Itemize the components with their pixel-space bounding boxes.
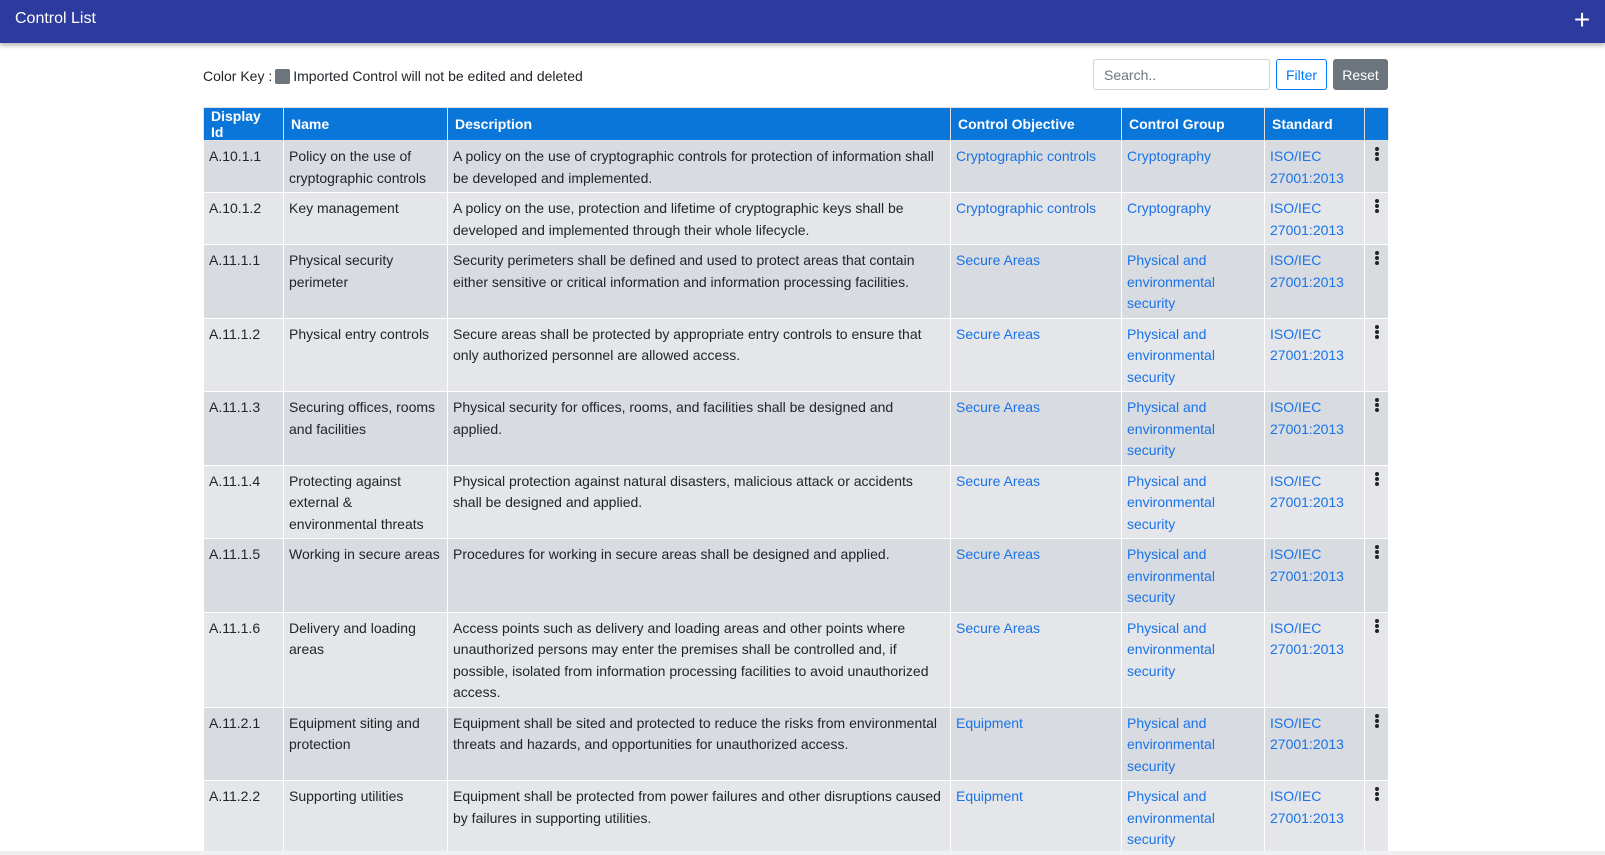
- cell-standard-link[interactable]: ISO/IEC 27001:2013: [1265, 707, 1365, 781]
- cell-control-objective-link[interactable]: Secure Areas: [951, 465, 1122, 539]
- header-name[interactable]: Name: [284, 108, 448, 141]
- header-standard[interactable]: Standard: [1265, 108, 1365, 141]
- cell-actions: [1365, 245, 1389, 319]
- header-control-objective[interactable]: Control Objective: [951, 108, 1122, 141]
- table-row[interactable]: [204, 612, 1389, 707]
- cell-control-objective-link[interactable]: Secure Areas: [951, 539, 1122, 613]
- reset-button[interactable]: Reset: [1333, 59, 1388, 90]
- kebab-menu-icon[interactable]: [1374, 472, 1380, 487]
- cell-name: Equipment siting and protection: [284, 707, 448, 781]
- cell-control-group-link[interactable]: Physical and environmental security: [1122, 245, 1265, 319]
- kebab-menu-icon[interactable]: [1374, 251, 1380, 266]
- cell-name: Securing offices, rooms and facilities: [284, 392, 448, 466]
- cell-description: Physical protection against natural disasters, malicious attack or accidents shall be designed and applied.: [448, 465, 951, 539]
- cell-description: Physical security for offices, rooms, and facilities shall be designed and applied.: [448, 392, 951, 466]
- cell-control-objective-link[interactable]: Secure Areas: [951, 612, 1122, 707]
- cell-actions: [1365, 392, 1389, 466]
- kebab-menu-icon[interactable]: [1374, 545, 1380, 560]
- cell-display-id: A.11.2.2: [204, 781, 284, 855]
- cell-display-id: A.10.1.2: [204, 193, 284, 245]
- cell-display-id: A.11.1.1: [204, 245, 284, 319]
- table-row[interactable]: [204, 392, 1389, 466]
- cell-display-id: A.11.1.3: [204, 392, 284, 466]
- cell-control-objective-link[interactable]: Secure Areas: [951, 318, 1122, 392]
- table-row[interactable]: [204, 781, 1389, 855]
- cell-description: A policy on the use, protection and lifetime of cryptographic keys shall be developed and implemented through their whole lifecycle.: [448, 193, 951, 245]
- control-table-container: [203, 107, 1388, 855]
- cell-display-id: A.11.1.2: [204, 318, 284, 392]
- cell-display-id: A.10.1.1: [204, 141, 284, 193]
- cell-description: Access points such as delivery and loading areas and other points where unauthorized persons may enter the premises shall be controlled and, if possible, isolated from information processing facilities to avoid unauthorized access.: [448, 612, 951, 707]
- cell-control-objective-link[interactable]: Cryptographic controls: [951, 193, 1122, 245]
- table-header-row: [204, 108, 1389, 141]
- cell-display-id: A.11.1.5: [204, 539, 284, 613]
- kebab-menu-icon[interactable]: [1374, 398, 1380, 413]
- cell-control-group-link[interactable]: Physical and environmental security: [1122, 392, 1265, 466]
- color-key: [203, 68, 583, 84]
- cell-name: Physical entry controls: [284, 318, 448, 392]
- cell-standard-link[interactable]: ISO/IEC 27001:2013: [1265, 392, 1365, 466]
- header-description[interactable]: Description: [448, 108, 951, 141]
- cell-control-group-link[interactable]: Physical and environmental security: [1122, 539, 1265, 613]
- kebab-menu-icon[interactable]: [1374, 714, 1380, 729]
- kebab-menu-icon[interactable]: [1374, 147, 1380, 162]
- cell-standard-link[interactable]: ISO/IEC 27001:2013: [1265, 465, 1365, 539]
- cell-standard-link[interactable]: ISO/IEC 27001:2013: [1265, 781, 1365, 855]
- kebab-menu-icon[interactable]: [1374, 325, 1380, 340]
- top-bar: [0, 0, 1605, 43]
- cell-description: A policy on the use of cryptographic controls for protection of information shall be developed and implemented.: [448, 141, 951, 193]
- cell-actions: [1365, 781, 1389, 855]
- cell-control-group-link[interactable]: Physical and environmental security: [1122, 707, 1265, 781]
- cell-control-group-link[interactable]: Cryptography: [1122, 141, 1265, 193]
- cell-actions: [1365, 318, 1389, 392]
- header-display-id[interactable]: Display Id: [204, 108, 284, 141]
- cell-actions: [1365, 193, 1389, 245]
- table-row[interactable]: [204, 707, 1389, 781]
- cell-control-objective-link[interactable]: Secure Areas: [951, 245, 1122, 319]
- color-key-label: Color Key :: [203, 68, 273, 84]
- cell-name: Key management: [284, 193, 448, 245]
- table-row[interactable]: [204, 141, 1389, 193]
- cell-standard-link[interactable]: ISO/IEC 27001:2013: [1265, 193, 1365, 245]
- kebab-menu-icon[interactable]: [1374, 787, 1380, 802]
- cell-name: Physical security perimeter: [284, 245, 448, 319]
- cell-control-objective-link[interactable]: Secure Areas: [951, 392, 1122, 466]
- header-control-group[interactable]: Control Group: [1122, 108, 1265, 141]
- cell-description: Equipment shall be protected from power failures and other disruptions caused by failures in supporting utilities.: [448, 781, 951, 855]
- cell-standard-link[interactable]: ISO/IEC 27001:2013: [1265, 245, 1365, 319]
- cell-display-id: A.11.1.6: [204, 612, 284, 707]
- imported-color-swatch: [275, 69, 290, 84]
- cell-name: Supporting utilities: [284, 781, 448, 855]
- cell-control-group-link[interactable]: Physical and environmental security: [1122, 781, 1265, 855]
- cell-standard-link[interactable]: ISO/IEC 27001:2013: [1265, 141, 1365, 193]
- table-row[interactable]: [204, 318, 1389, 392]
- kebab-menu-icon[interactable]: [1374, 199, 1380, 214]
- cell-standard-link[interactable]: ISO/IEC 27001:2013: [1265, 612, 1365, 707]
- cell-control-group-link[interactable]: Physical and environmental security: [1122, 318, 1265, 392]
- cell-actions: [1365, 141, 1389, 193]
- kebab-menu-icon[interactable]: [1374, 619, 1380, 634]
- cell-control-objective-link[interactable]: Equipment: [951, 707, 1122, 781]
- cell-control-group-link[interactable]: Physical and environmental security: [1122, 465, 1265, 539]
- cell-name: Working in secure areas: [284, 539, 448, 613]
- plus-icon[interactable]: +: [1573, 4, 1591, 35]
- search-input[interactable]: [1093, 59, 1270, 90]
- cell-standard-link[interactable]: ISO/IEC 27001:2013: [1265, 539, 1365, 613]
- cell-description: Procedures for working in secure areas shall be designed and applied.: [448, 539, 951, 613]
- cell-actions: [1365, 707, 1389, 781]
- cell-description: Security perimeters shall be defined and used to protect areas that contain either sensitive or critical information and information processing facilities.: [448, 245, 951, 319]
- filter-button[interactable]: Filter: [1276, 59, 1327, 90]
- cell-display-id: A.11.2.1: [204, 707, 284, 781]
- cell-control-objective-link[interactable]: Cryptographic controls: [951, 141, 1122, 193]
- cell-actions: [1365, 465, 1389, 539]
- cell-description: Secure areas shall be protected by appropriate entry controls to ensure that only authorized personnel are allowed access.: [448, 318, 951, 392]
- cell-control-group-link[interactable]: Physical and environmental security: [1122, 612, 1265, 707]
- cell-standard-link[interactable]: ISO/IEC 27001:2013: [1265, 318, 1365, 392]
- cell-display-id: A.11.1.4: [204, 465, 284, 539]
- table-row[interactable]: [204, 245, 1389, 319]
- page-title: Control List: [15, 10, 96, 27]
- cell-actions: [1365, 539, 1389, 613]
- header-actions: [1365, 108, 1389, 141]
- cell-control-objective-link[interactable]: Equipment: [951, 781, 1122, 855]
- control-table: [203, 107, 1389, 855]
- cell-name: Protecting against external & environmental threats: [284, 465, 448, 539]
- cell-name: Delivery and loading areas: [284, 612, 448, 707]
- cell-description: Equipment shall be sited and protected to reduce the risks from environmental threats and hazards, and opportunities for unauthorized access.: [448, 707, 951, 781]
- cell-actions: [1365, 612, 1389, 707]
- table-row[interactable]: [204, 539, 1389, 613]
- table-row[interactable]: [204, 193, 1389, 245]
- color-key-text: Imported Control will not be edited and deleted: [293, 68, 583, 84]
- bottom-strip: [0, 851, 1605, 855]
- cell-control-group-link[interactable]: Cryptography: [1122, 193, 1265, 245]
- table-row[interactable]: [204, 465, 1389, 539]
- cell-name: Policy on the use of cryptographic controls: [284, 141, 448, 193]
